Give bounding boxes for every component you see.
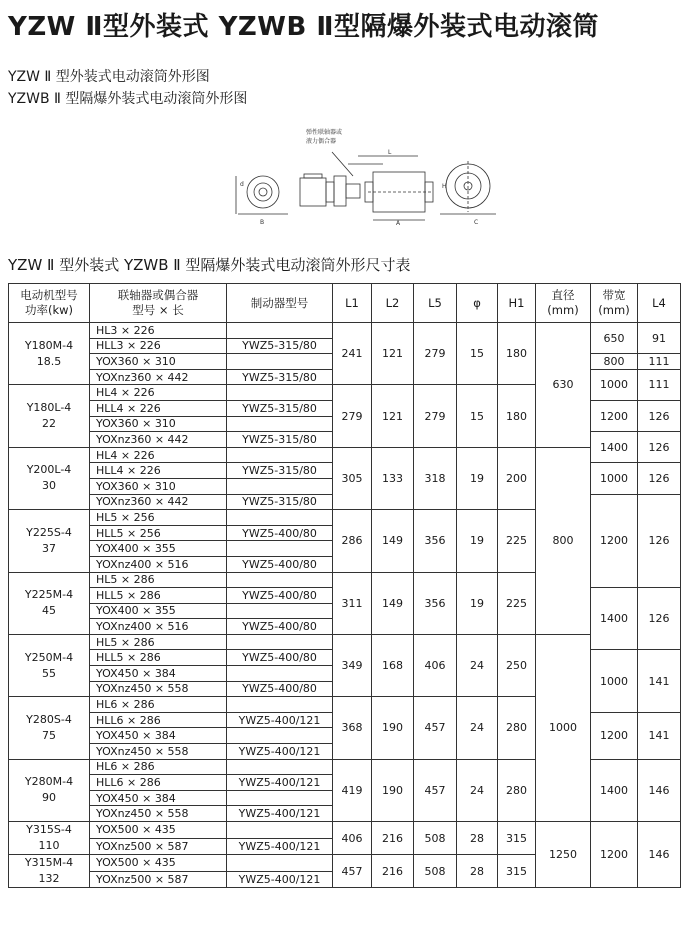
motor-cell: Y180M-4 18.5 (9, 323, 90, 385)
brake-cell (227, 822, 333, 839)
dim-h1-cell: 280 (498, 697, 536, 759)
coupling-cell: YOXnz360 × 442 (90, 432, 227, 448)
brake-cell (227, 572, 333, 588)
l4-cell: 111 (638, 369, 681, 400)
header-motor: 电动机型号 功率(kw) (9, 284, 90, 323)
l4-cell: 126 (638, 494, 681, 588)
diagram-label-l: L (388, 149, 392, 156)
belt-width-cell: 1000 (591, 650, 638, 712)
coupling-cell: YOX450 × 384 (90, 790, 227, 806)
coupling-cell: HLL5 × 286 (90, 588, 227, 604)
belt-width-cell: 800 (591, 354, 638, 370)
table-title: YZW Ⅱ 型外装式 YZWB Ⅱ 型隔爆外装式电动滚筒外形尺寸表 (8, 256, 411, 274)
dim-l1-cell: 305 (333, 447, 372, 509)
table-row (9, 323, 681, 339)
coupling-cell: YOXnz450 × 558 (90, 744, 227, 760)
brake-cell: YWZ5-400/80 (227, 556, 333, 572)
dim-h1-cell: 200 (498, 447, 536, 509)
dim-phi-cell: 24 (457, 697, 498, 759)
dimension-table (8, 283, 681, 888)
dim-l2-cell: 149 (372, 510, 414, 572)
belt-width-cell: 1400 (591, 759, 638, 821)
dim-l5-cell: 406 (414, 634, 457, 696)
brake-cell (227, 385, 333, 401)
brake-cell: YWZ5-400/121 (227, 806, 333, 822)
coupling-cell: YOX360 × 310 (90, 416, 227, 432)
subtitle-yzw: YZW Ⅱ 型外装式电动滚筒外形图 (8, 69, 210, 85)
page-title: YZW Ⅱ型外装式 YZWB Ⅱ型隔爆外装式电动滚筒 (8, 12, 599, 42)
brake-cell (227, 541, 333, 557)
header-diameter: 直径 (mm) (536, 284, 591, 323)
dim-h1-cell: 225 (498, 510, 536, 572)
motor-cell: Y180L-4 22 (9, 385, 90, 447)
table-header-row (9, 284, 681, 323)
coupling-cell: YOXnz450 × 558 (90, 681, 227, 697)
motor-cell: Y225S-4 37 (9, 510, 90, 572)
coupling-cell: YOXnz450 × 558 (90, 806, 227, 822)
brake-cell (227, 603, 333, 619)
header-l4: L4 (638, 284, 681, 323)
diameter-cell: 1250 (536, 822, 591, 888)
brake-cell (227, 323, 333, 339)
diagram-label-c: C (474, 219, 479, 226)
dim-l5-cell: 318 (414, 447, 457, 509)
coupling-cell: YOXnz360 × 442 (90, 494, 227, 510)
table-row (9, 447, 681, 463)
motor-cell: Y225M-4 45 (9, 572, 90, 634)
motor-cell: Y280M-4 90 (9, 759, 90, 821)
dim-l1-cell: 457 (333, 855, 372, 888)
l4-cell: 91 (638, 323, 681, 354)
table-row (9, 634, 681, 650)
dim-h1-cell: 280 (498, 759, 536, 821)
brake-cell (227, 790, 333, 806)
diagram-label-coupling-1: 弹性联轴器或 (306, 129, 343, 136)
coupling-cell: YOXnz500 × 587 (90, 871, 227, 888)
brake-cell (227, 510, 333, 526)
brake-cell: YWZ5-400/80 (227, 650, 333, 666)
coupling-cell: YOXnz360 × 442 (90, 369, 227, 385)
l4-cell: 126 (638, 588, 681, 650)
dim-l5-cell: 457 (414, 759, 457, 821)
dim-phi-cell: 24 (457, 634, 498, 696)
belt-width-cell: 1000 (591, 463, 638, 494)
dim-l5-cell: 279 (414, 323, 457, 385)
coupling-cell: YOX450 × 384 (90, 728, 227, 744)
brake-cell: YWZ5-315/80 (227, 338, 333, 354)
coupling-cell: HL6 × 286 (90, 759, 227, 775)
belt-width-cell: 1200 (591, 712, 638, 759)
dim-l2-cell: 190 (372, 759, 414, 821)
header-h1: H1 (498, 284, 536, 323)
dim-l5-cell: 457 (414, 697, 457, 759)
dim-phi-cell: 19 (457, 447, 498, 509)
dim-l1-cell: 241 (333, 323, 372, 385)
diagram-label-d: d (240, 181, 244, 188)
brake-cell: YWZ5-400/121 (227, 838, 333, 855)
dim-phi-cell: 15 (457, 385, 498, 447)
diagram-label-coupling-2: 液力偶合器 (306, 138, 337, 145)
brake-cell: YWZ5-315/80 (227, 400, 333, 416)
dim-l2-cell: 168 (372, 634, 414, 696)
l4-cell: 126 (638, 463, 681, 494)
coupling-cell: HLL6 × 286 (90, 775, 227, 791)
brake-cell: YWZ5-400/80 (227, 619, 333, 635)
header-l2: L2 (372, 284, 414, 323)
dim-l1-cell: 406 (333, 822, 372, 855)
dim-l5-cell: 508 (414, 855, 457, 888)
dim-l2-cell: 149 (372, 572, 414, 634)
dim-l2-cell: 121 (372, 323, 414, 385)
dim-l1-cell: 311 (333, 572, 372, 634)
l4-cell: 141 (638, 650, 681, 712)
brake-cell: YWZ5-315/80 (227, 432, 333, 448)
brake-cell (227, 855, 333, 872)
coupling-cell: YOXnz400 × 516 (90, 556, 227, 572)
coupling-cell: YOX360 × 310 (90, 478, 227, 494)
l4-cell: 126 (638, 400, 681, 431)
dim-l2-cell: 216 (372, 822, 414, 855)
dim-l1-cell: 349 (333, 634, 372, 696)
brake-cell (227, 759, 333, 775)
diagram-label-a: A (396, 220, 401, 226)
dim-phi-cell: 15 (457, 323, 498, 385)
motor-cell: Y315S-4 110 (9, 822, 90, 855)
brake-cell: YWZ5-315/80 (227, 369, 333, 385)
dim-l5-cell: 508 (414, 822, 457, 855)
motor-cell: Y250M-4 55 (9, 634, 90, 696)
coupling-cell: YOXnz400 × 516 (90, 619, 227, 635)
l4-cell: 126 (638, 432, 681, 463)
dim-l1-cell: 419 (333, 759, 372, 821)
coupling-cell: YOX500 × 435 (90, 855, 227, 872)
motor-cell: Y200L-4 30 (9, 447, 90, 509)
dim-l5-cell: 356 (414, 572, 457, 634)
dim-phi-cell: 24 (457, 759, 498, 821)
diameter-cell: 800 (536, 447, 591, 634)
brake-cell (227, 634, 333, 650)
motor-cell: Y315M-4 132 (9, 855, 90, 888)
brake-cell (227, 728, 333, 744)
belt-width-cell: 650 (591, 323, 638, 354)
brake-cell: YWZ5-315/80 (227, 494, 333, 510)
dim-h1-cell: 315 (498, 855, 536, 888)
dim-phi-cell: 19 (457, 510, 498, 572)
dim-l2-cell: 121 (372, 385, 414, 447)
drum-outline-diagram (228, 126, 506, 226)
brake-cell (227, 354, 333, 370)
dim-phi-cell: 28 (457, 822, 498, 855)
dim-l5-cell: 279 (414, 385, 457, 447)
coupling-cell: HL5 × 286 (90, 634, 227, 650)
l4-cell: 146 (638, 759, 681, 821)
diameter-cell: 630 (536, 323, 591, 448)
brake-cell: YWZ5-400/121 (227, 712, 333, 728)
coupling-cell: HLL4 × 226 (90, 400, 227, 416)
coupling-cell: HL3 × 226 (90, 323, 227, 339)
header-phi: φ (457, 284, 498, 323)
belt-width-cell: 1200 (591, 400, 638, 431)
coupling-cell: HL5 × 286 (90, 572, 227, 588)
dim-l1-cell: 286 (333, 510, 372, 572)
coupling-cell: YOX400 × 355 (90, 603, 227, 619)
coupling-cell: YOXnz500 × 587 (90, 838, 227, 855)
dim-phi-cell: 28 (457, 855, 498, 888)
diagram-label-b: B (260, 219, 265, 226)
brake-cell: YWZ5-400/80 (227, 588, 333, 604)
coupling-cell: HL6 × 286 (90, 697, 227, 713)
coupling-cell: HLL5 × 286 (90, 650, 227, 666)
dim-h1-cell: 250 (498, 634, 536, 696)
coupling-cell: YOX450 × 384 (90, 666, 227, 682)
dim-phi-cell: 19 (457, 572, 498, 634)
brake-cell: YWZ5-400/80 (227, 681, 333, 697)
l4-cell: 111 (638, 354, 681, 370)
motor-cell: Y280S-4 75 (9, 697, 90, 759)
table-row (9, 822, 681, 839)
l4-cell: 141 (638, 712, 681, 759)
brake-cell: YWZ5-400/121 (227, 871, 333, 888)
brake-cell: YWZ5-315/80 (227, 463, 333, 479)
brake-cell (227, 416, 333, 432)
dim-l1-cell: 279 (333, 385, 372, 447)
belt-width-cell: 1400 (591, 588, 638, 650)
coupling-cell: YOX360 × 310 (90, 354, 227, 370)
brake-cell: YWZ5-400/121 (227, 744, 333, 760)
diagram-label-h: H (442, 183, 447, 190)
brake-cell (227, 697, 333, 713)
coupling-cell: HLL3 × 226 (90, 338, 227, 354)
dim-h1-cell: 180 (498, 385, 536, 447)
dim-l2-cell: 133 (372, 447, 414, 509)
coupling-cell: YOX500 × 435 (90, 822, 227, 839)
coupling-cell: HLL6 × 286 (90, 712, 227, 728)
coupling-cell: YOX400 × 355 (90, 541, 227, 557)
coupling-cell: HL4 × 226 (90, 447, 227, 463)
belt-width-cell: 1200 (591, 494, 638, 588)
header-coupling: 联轴器或偶合器 型号 × 长 (90, 284, 227, 323)
subtitle-yzwb: YZWB Ⅱ 型隔爆外装式电动滚筒外形图 (8, 91, 248, 107)
header-brake: 制动器型号 (227, 284, 333, 323)
belt-width-cell: 1400 (591, 432, 638, 463)
brake-cell (227, 666, 333, 682)
coupling-cell: HL5 × 256 (90, 510, 227, 526)
header-l5: L5 (414, 284, 457, 323)
dim-l5-cell: 356 (414, 510, 457, 572)
brake-cell: YWZ5-400/80 (227, 525, 333, 541)
dim-h1-cell: 225 (498, 572, 536, 634)
coupling-cell: HLL4 × 226 (90, 463, 227, 479)
coupling-cell: HL4 × 226 (90, 385, 227, 401)
belt-width-cell: 1000 (591, 369, 638, 400)
brake-cell: YWZ5-400/121 (227, 775, 333, 791)
coupling-cell: HLL5 × 256 (90, 525, 227, 541)
brake-cell (227, 478, 333, 494)
dim-l2-cell: 216 (372, 855, 414, 888)
dim-l1-cell: 368 (333, 697, 372, 759)
diameter-cell: 1000 (536, 634, 591, 821)
dim-h1-cell: 315 (498, 822, 536, 855)
header-l1: L1 (333, 284, 372, 323)
header-width: 带宽 (mm) (591, 284, 638, 323)
l4-cell: 146 (638, 822, 681, 888)
dim-h1-cell: 180 (498, 323, 536, 385)
belt-width-cell: 1200 (591, 822, 638, 888)
dim-l2-cell: 190 (372, 697, 414, 759)
brake-cell (227, 447, 333, 463)
